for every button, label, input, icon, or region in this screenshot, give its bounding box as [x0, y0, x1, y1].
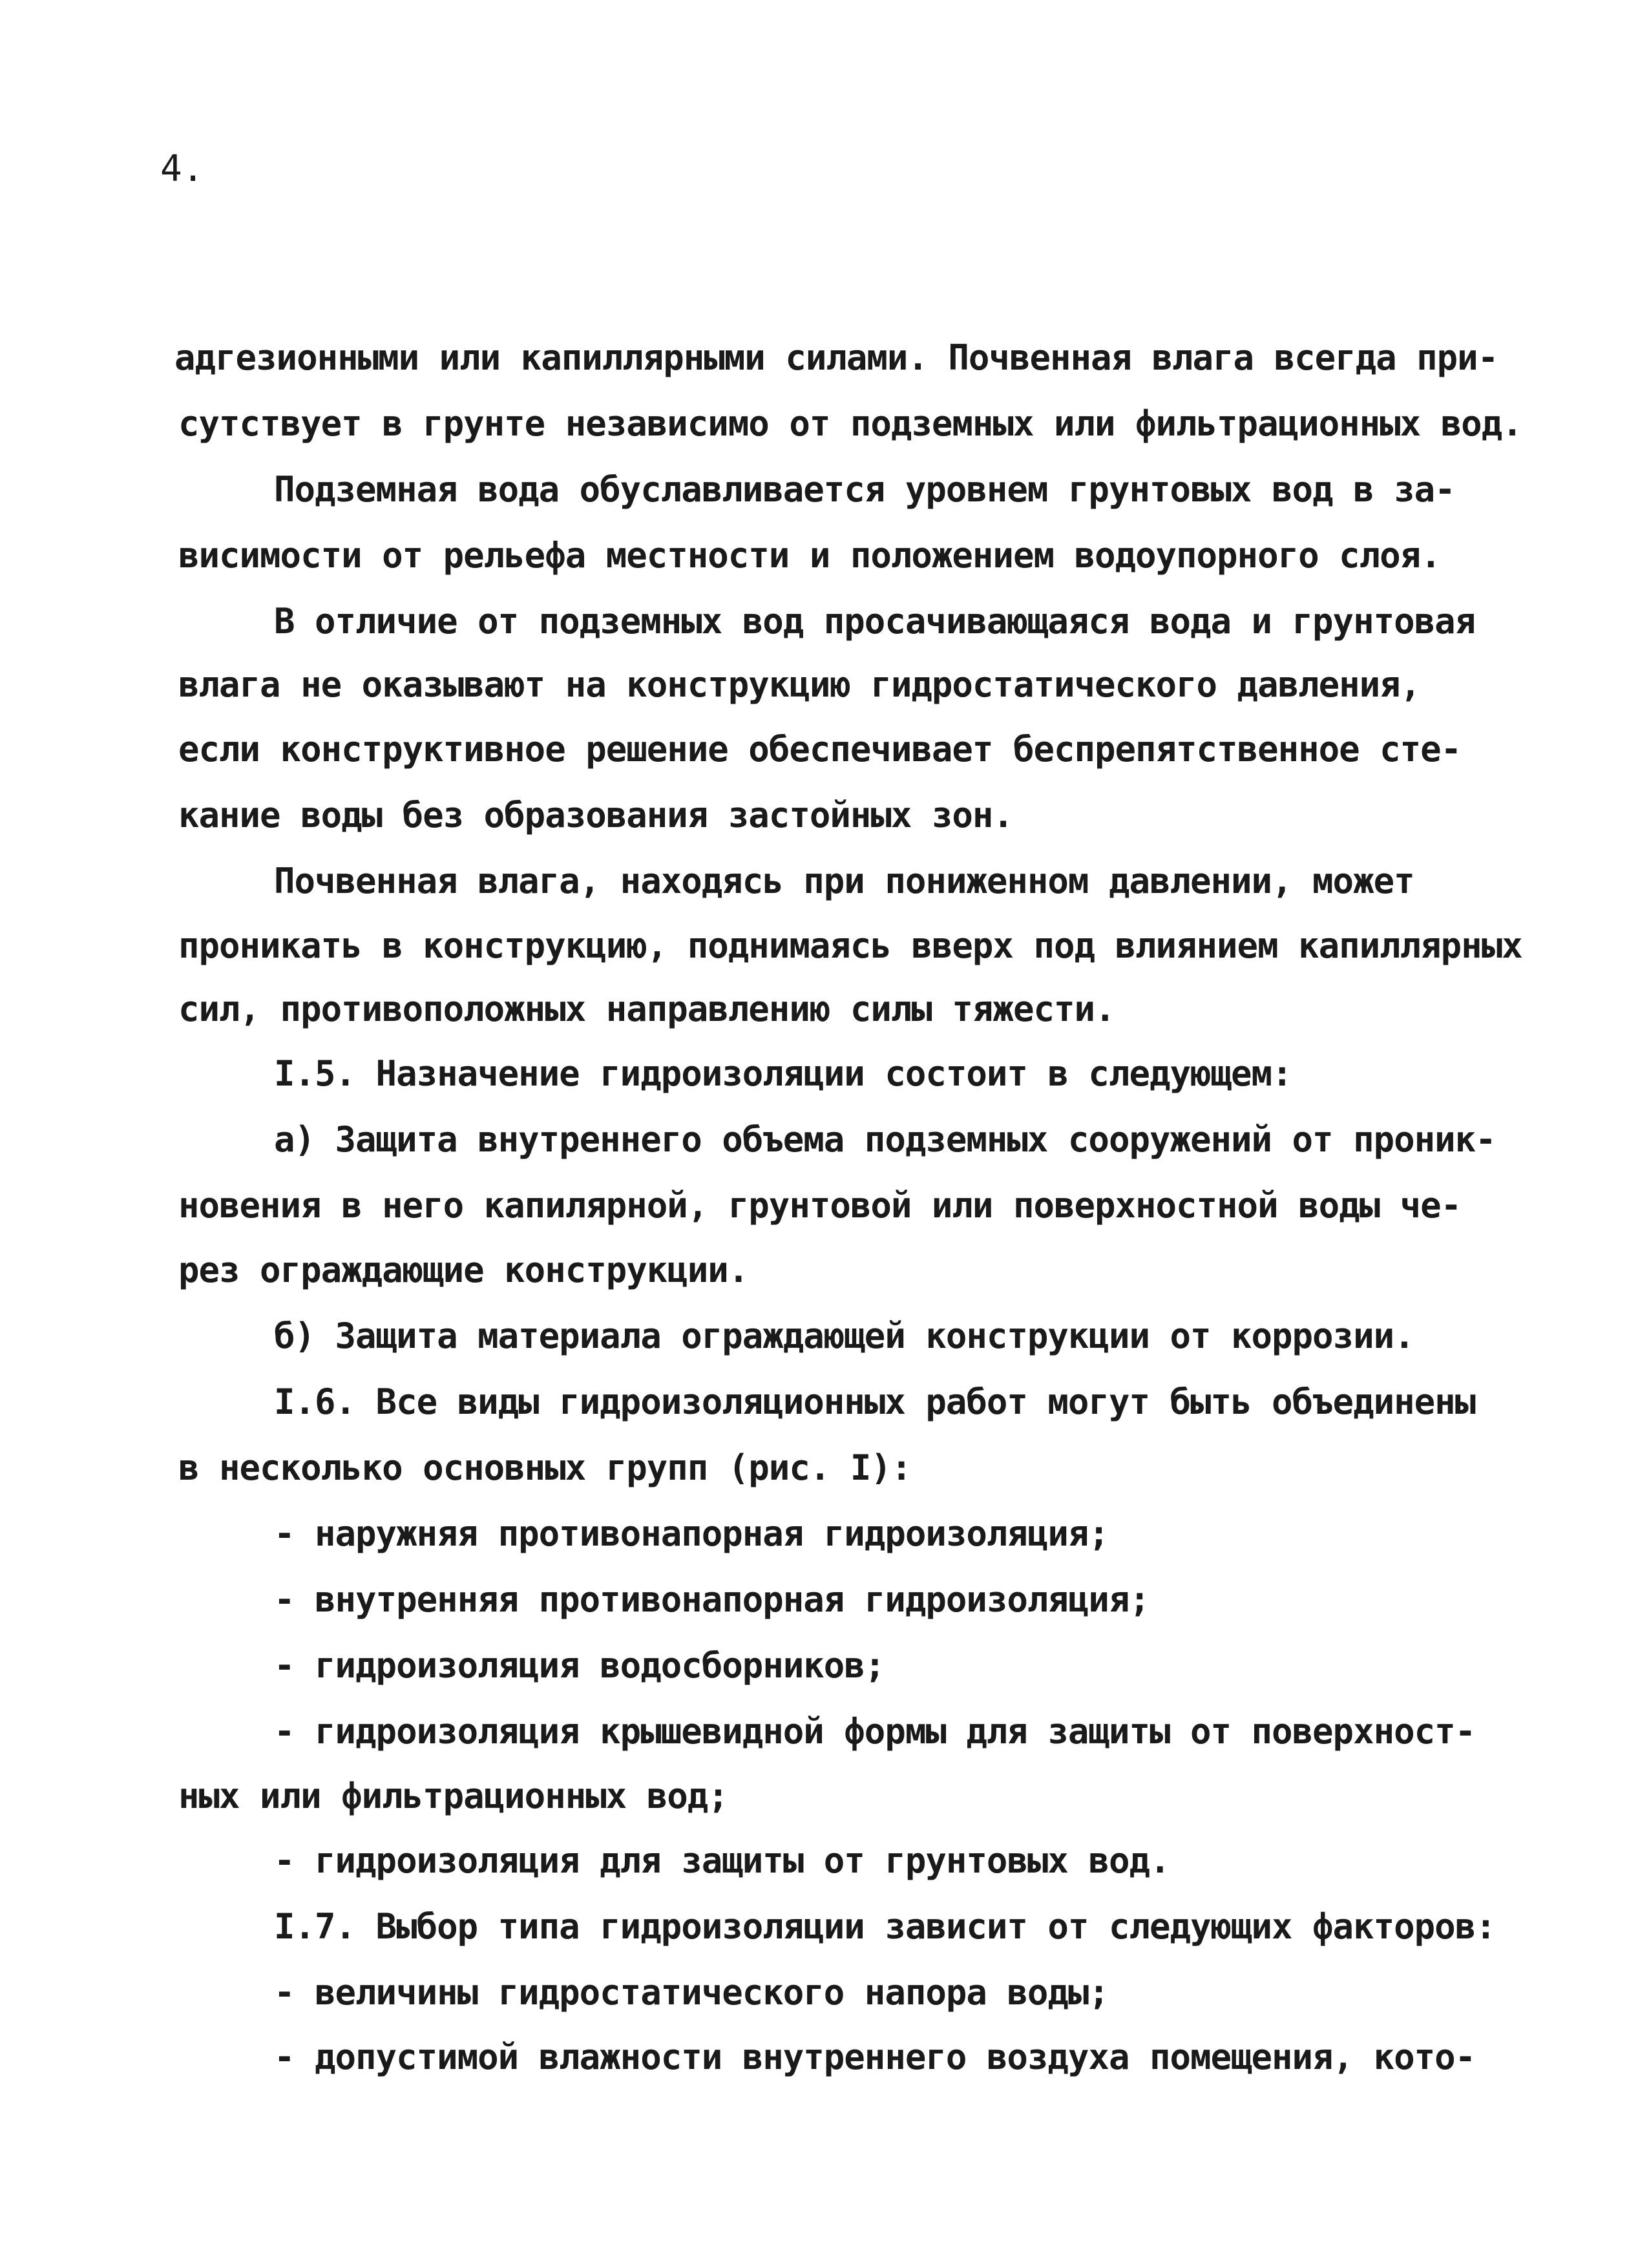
- text-line: висимости от рельефа местности и положением водоупорного слоя.: [178, 535, 1441, 576]
- list-item: - гидроизоляция крышевидной формы для защиты от поверхност-: [274, 1711, 1476, 1752]
- text-line: рез ограждающие конструкции.: [178, 1250, 749, 1290]
- list-item: - наружняя противонапорная гидроизоляция;: [274, 1513, 1109, 1554]
- section-heading-1-7: I.7. Выбор типа гидроизоляции зависит от следующих факторов:: [274, 1906, 1496, 1947]
- text-line: ных или фильтрационных вод;: [178, 1776, 728, 1816]
- text-line: сутствует в грунте независимо от подземных или фильтрационных вод.: [178, 403, 1522, 444]
- text-line: б) Защита материала ограждающей конструкции от коррозии.: [274, 1316, 1414, 1356]
- text-line: Почвенная влага, находясь при пониженном давлении, может: [274, 861, 1414, 901]
- section-heading-1-6: I.6. Все виды гидроизоляционных работ могут быть объединены: [274, 1381, 1476, 1422]
- text-line: проникать в конструкцию, поднимаясь вверх под влиянием капиллярных: [178, 925, 1522, 966]
- list-item: - внутренняя противонапорная гидроизоляция;: [274, 1579, 1150, 1620]
- text-line: новения в него капилярной, грунтовой или поверхностной воды че-: [178, 1185, 1462, 1226]
- list-item: - величины гидростатического напора воды;: [274, 1972, 1109, 2013]
- text-line: в несколько основных групп (рис. I):: [178, 1447, 912, 1488]
- text-line: Подземная вода обуславливается уровнем грунтовых вод в за-: [274, 469, 1455, 510]
- section-heading-1-5: I.5. Назначение гидроизоляции состоит в следующем:: [274, 1053, 1292, 1094]
- list-item: - гидроизоляция для защиты от грунтовых вод.: [274, 1840, 1170, 1881]
- text-line: кание воды без образования застойных зон.: [178, 795, 1013, 835]
- list-item: - гидроизоляция водосборников;: [274, 1645, 885, 1686]
- text-line: если конструктивное решение обеспечивает беспрепятственное сте-: [178, 729, 1462, 770]
- text-line: влага не оказывают на конструкцию гидростатического давления,: [178, 664, 1421, 705]
- text-line: В отличие от подземных вод просачивающаяся вода и грунтовая: [274, 601, 1476, 642]
- list-item: - допустимой влажности внутреннего воздуха помещения, кото-: [274, 2037, 1476, 2077]
- text-line: адгезионными или капиллярными силами. Почвенная влага всегда при-: [174, 337, 1498, 378]
- text-line: а) Защита внутреннего объема подземных сооружений от проник-: [274, 1119, 1496, 1160]
- page-number: 4.: [160, 148, 204, 190]
- text-line: сил, противоположных направлению силы тяжести.: [178, 989, 1115, 1029]
